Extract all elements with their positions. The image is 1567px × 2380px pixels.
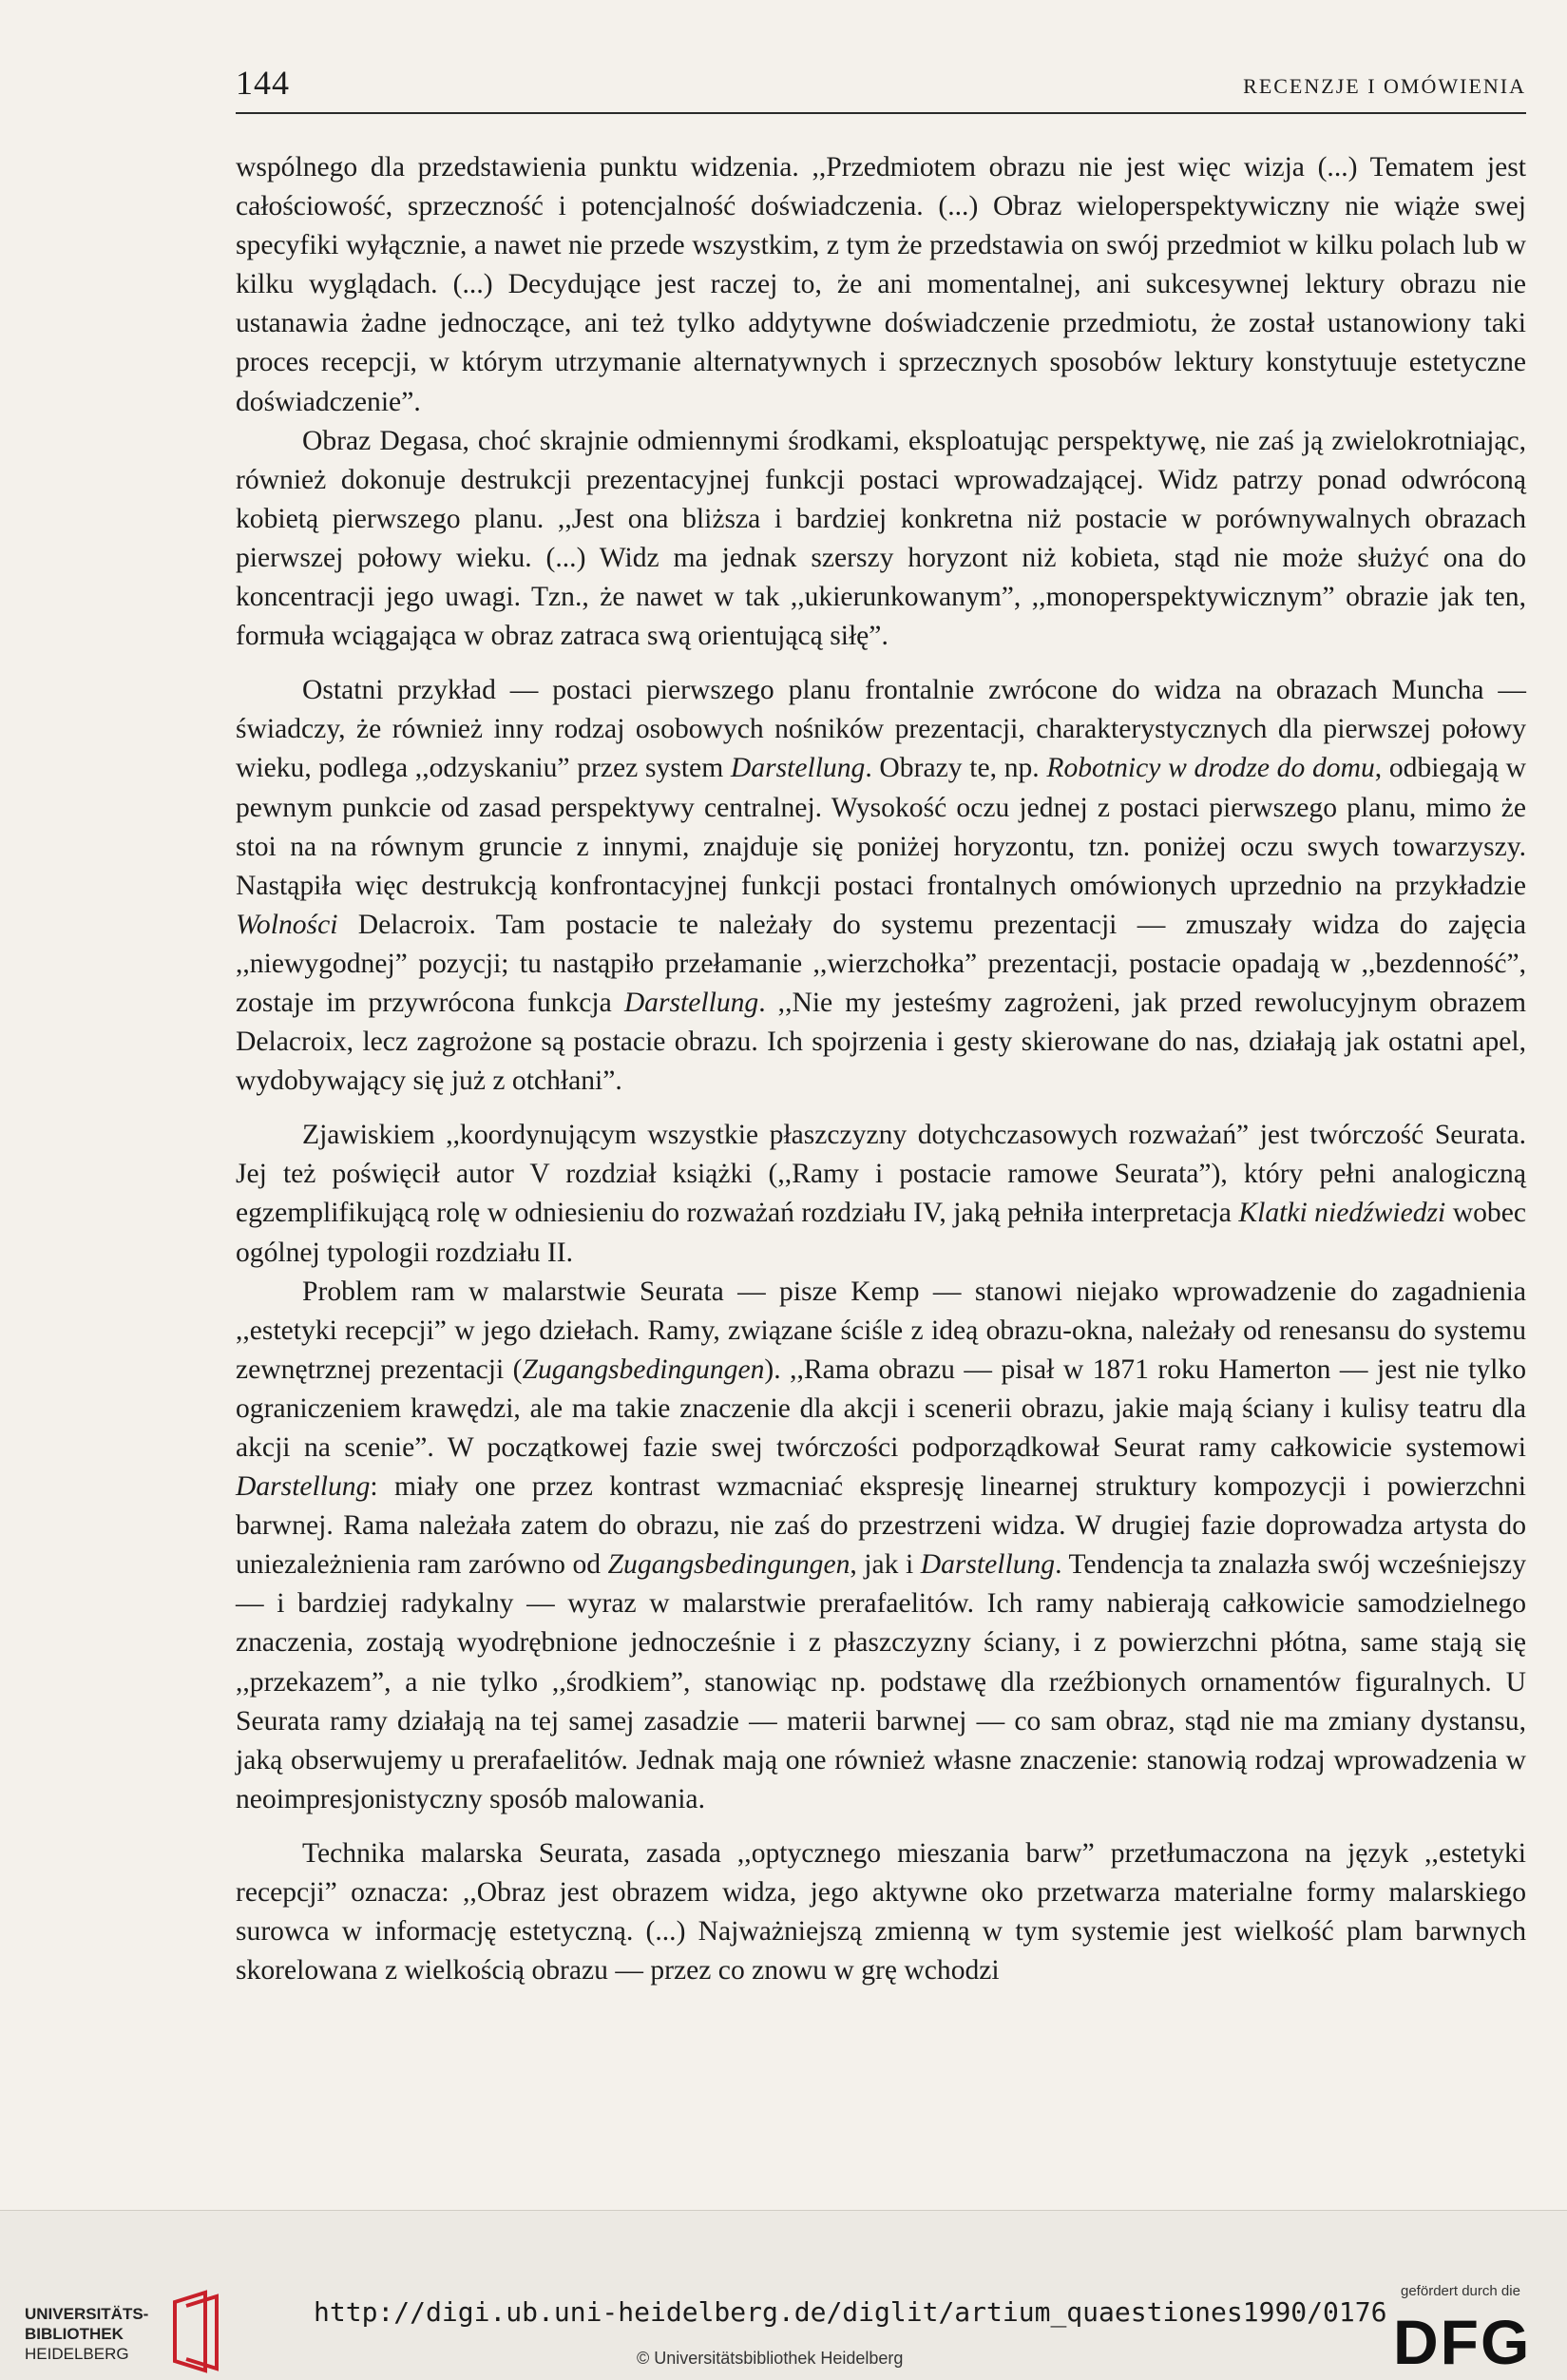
text-run: wobec ogólnej typologii rozdziału II. <box>236 1198 1526 1268</box>
text-run: , odbiegają w pewnym punkcie od zasad perspektywy centralnej. Wysokość oczu jednej z postaci pierwszego planu, mimo że stoi na na równym gruncie z innymi, znajduje się poniżej horyzontu, tzn. poniżej oczu swych towarzyszy. Nastąpiła więc destrukcją konfrontacyjnej funkcji postaci frontalnych omówionych uprzednio na przykładzie <box>236 753 1526 901</box>
text-run: . Tendencja ta znalazła swój wcześniejszy — i bardziej radykalny — wyraz w malarstwie prerafaelitów. Ich ramy nabierają całkowicie samodzielnego znaczenia, zostają wyodrębnione jednocześnie i z płaszczyzny ściany, i z powierzchni płótna, same stają się ,,przekazem”, a nie tylko ,,środkiem”, stanowiąc np. podstawę dla rzeźbionych ornamentów figuralnych. U Seurata ramy działają na tej samej zasadzie — materii barwnej — co sam obraz, stąd nie ma zmiany dystansu, jaką obserwujemy u prerafaelitów. Jednak mają one również własne znaczenie: stanowią rodzaj wprowadzenia w neoimpresjonistyczny sposób malowania. <box>236 1549 1526 1814</box>
text-run: Obraz Degasa, choć skrajnie odmiennymi środkami, eksploatując perspektywę, nie zaś ją zwielokrotniając, również dokonuje destrukcji prezentacyjnej funkcji postaci wprowadzającej. Widz patrzy ponad odwróconą kobietą pierwszego planu. ,,Jest ona bliższa i bardziej konkretna niż postacie w porównywalnych obrazach pierwszej połowy wieku. (...) Widz ma jednak szerszy horyzont niż kobieta, stąd nie może służyć ona do koncentracji jego uwagi. Tzn., że nawet w tak ,,ukierunkowanym”, ,,monoperspektywicznym” obrazie jak ten, formuła wciągająca w obraz zatraca swą orientującą siłę”. <box>236 425 1526 652</box>
permalink-url[interactable]: http://digi.ub.uni-heidelberg.de/diglit/artium_quaestiones1990/0176 <box>314 2296 1387 2328</box>
text-run: . ,,Nie my jesteśmy zagrożeni, jak przed rewolucyjnym obrazem Delacroix, lecz zagrożone są postacie obrazu. Ich spojrzenia i gesty skierowane do nas, działają jak ostatni apel, wydobywający się już z otchłani”. <box>236 987 1526 1097</box>
italic-title: Wolności <box>236 909 338 940</box>
italic-title: Robotnicy w drodze do domu <box>1046 753 1375 784</box>
text-run: Zjawiskiem ,,koordynującym wszystkie płaszczyzny dotychczasowych rozważań” jest twórczość Seurata. Jej też poświęcił autor V rozdział książki (,,Ramy i postacie ramowe Seurata”), który pełni analogiczną egzemplifikującą rolę w odniesieniu do rozważań rozdziału IV, jaką pełniła interpretacja <box>236 1120 1526 1229</box>
text-run: Technika malarska Seurata, zasada ,,optycznego mieszania barw” przetłumaczona na język ,,estetyki recepcji” oznacza: ,,Obraz jest obrazem widza, jego aktywne oko przetwarza materialne formy malarskiego surowca w informację estetyczną. (...) Najważniejszą zmienną w tym systemie jest wielkość plam barwnych skorelowana z wielkością obrazu — przez co znowu w grę wchodzi <box>236 1837 1526 1987</box>
logo-line-2: BIBLIOTHEK <box>25 2325 124 2343</box>
paragraph-6 <box>236 1834 1526 1990</box>
running-head: RECENZJE I OMÓWIENIA <box>1243 74 1526 98</box>
italic-title: Darstellung <box>920 1549 1056 1581</box>
logo-line-1: UNIVERSITÄTS- <box>25 2305 149 2323</box>
italic-title: Darstellung <box>236 1471 371 1503</box>
page-header <box>236 63 1526 114</box>
italic-title: Zugangsbedingungen <box>607 1549 850 1581</box>
paragraph-1 <box>236 148 1526 422</box>
text-run: wspólnego dla przedstawienia punktu widzenia. ,,Przedmiotem obrazu nie jest więc wizja (...) Tematem jest całościowość, sprzeczność i potencjalność doświadczenia. (...) Obraz wieloperspektywiczny nie wiąże swej specyfiki wyłącznie, a nawet nie przede wszystkim, z tym że przedstawia on swój przedmiot w kilku polach lub w kilku wyglądach. (...) Decydujące jest raczej to, że ani momentalnej, ani sukcesywnej lektury obrazu nie ustanawia żadne jednoczące, ani też tylko addytywne doświadczenie przedmiotu, że został ustanowiony taki proces recepcji, w którym utrzymanie alternatywnych i sprzecznych sposobów lektury konstytuuje estetyczne doświadczenie”. <box>236 152 1526 417</box>
paragraph-4 <box>236 1116 1526 1272</box>
dfg-caption: gefördert durch die <box>1401 2283 1520 2299</box>
paragraph-5 <box>236 1273 1526 1819</box>
paragraph-3 <box>236 671 1526 1101</box>
logo-line-3: HEIDELBERG <box>25 2345 129 2363</box>
text-run: Ostatni przykład — postaci pierwszego planu frontalnie zwrócone do widza na obrazach Muncha — świadczy, że również inny rodzaj osobowych nośników prezentacji, charakterystycznych dla pierwszej połowy wieku, podlega ,,odzyskaniu” przez system <box>236 675 1526 784</box>
copyright-notice: © Universitätsbibliothek Heidelberg <box>637 2349 904 2368</box>
dfg-logo: DFG <box>1393 2307 1532 2377</box>
page-number: 144 <box>236 64 290 102</box>
library-logo-icon <box>167 2289 222 2374</box>
paragraph-2 <box>236 422 1526 657</box>
text-run: : miały one przez kontrast wzmacniać ekspresję linearnej struktury kompozycji i powierzchni barwnej. Rama należała zatem do obrazu, nie zaś do przestrzeni widza. W drugiej fazie doprowadza artysta do uniezależnienia ram zarówno od <box>236 1471 1526 1581</box>
library-logo-text <box>25 2304 148 2364</box>
italic-title: Klatki niedźwiedzi <box>1238 1198 1446 1229</box>
italic-title: Darstellung <box>730 753 866 784</box>
text-run: Problem ram w malarstwie Seurata — pisze Kemp — stanowi niejako wprowadzenie do zagadnienia ,,estetyki recepcji” w jego dziełach. Ramy, związane ściśle z ideą obrazu-okna, należały od renesansu do systemu zewnętrznej prezentacji ( <box>236 1276 1526 1385</box>
text-run: Delacroix. Tam postacie te należały do systemu prezentacji — zmuszały widza do zajęcia ,,niewygodnej” pozycji; tu nastąpiło przełamanie ,,wierzchołka” prezentacji, postacie opadają w ,,bezdenność”, zostaje im przywrócona funkcja <box>236 909 1526 1018</box>
text-run: ). ,,Rama obrazu — pisał w 1871 roku Hamerton — jest nie tylko ograniczeniem krawędzi, ale ma takie znaczenie dla akcji i scenerii obrazu, jakie mają ściany i kulisy teatru dla akcji na scenie”. W początkowej fazie swej twórczości podporządkował Seurat ramy całkowicie systemowi <box>236 1353 1526 1463</box>
digitization-footer <box>0 2210 1567 2380</box>
italic-title: Darstellung <box>623 987 759 1018</box>
text-run: , jak i <box>850 1549 921 1581</box>
article-body <box>236 148 1526 1990</box>
italic-title: Zugangsbedingungen <box>522 1353 765 1385</box>
text-run: . Obrazy te, np. <box>865 753 1047 784</box>
